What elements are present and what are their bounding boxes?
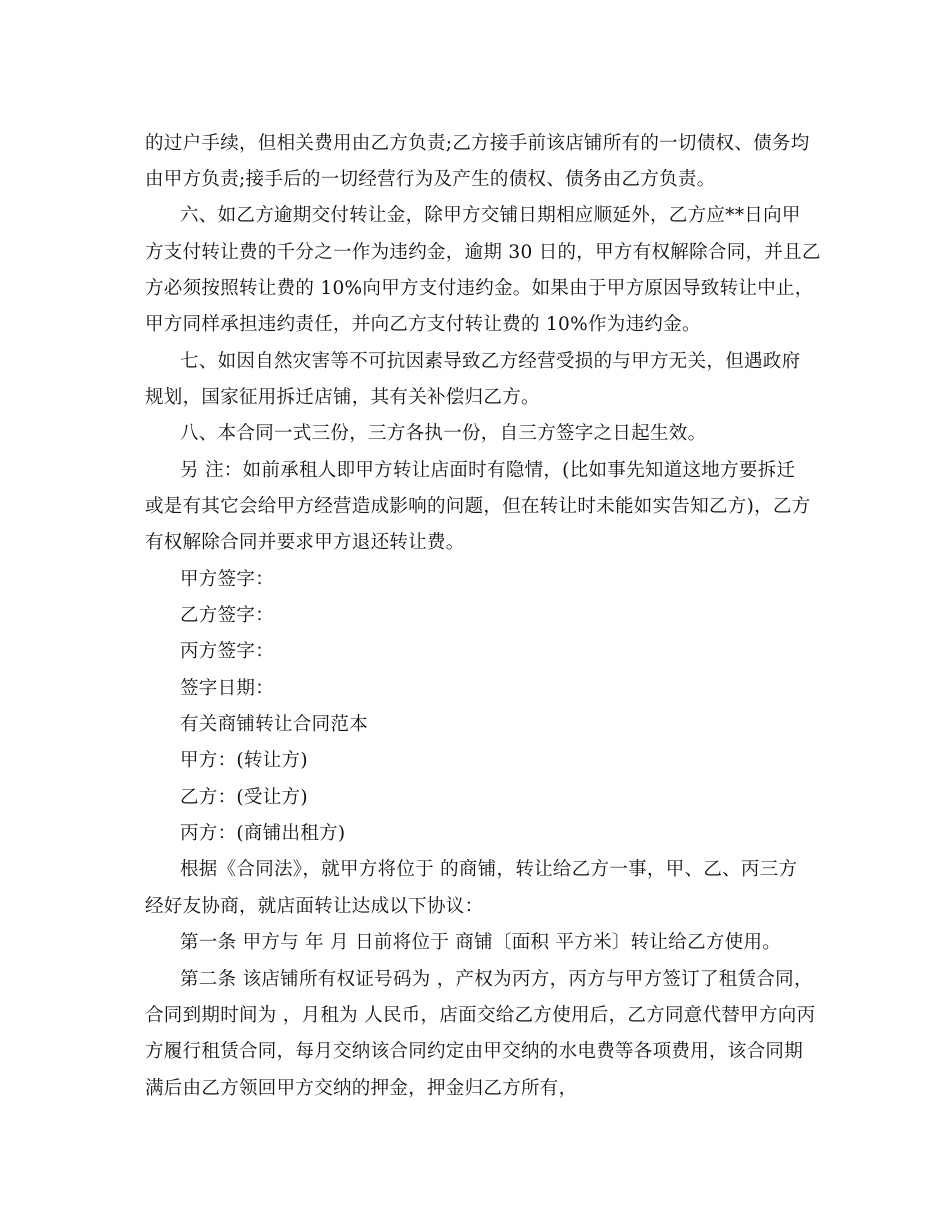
text-line: 八、本合同一式三份，三方各执一份，自三方签字之日起生效。: [180, 423, 707, 444]
text-line: 第二条 该店铺所有权证号码为 ，产权为丙方，丙方与甲方签订了租赁合同，: [180, 969, 813, 990]
text-line: 的过户手续，但相关费用由乙方负责;乙方接手前该店铺所有的一切债权、债务均: [145, 133, 810, 154]
text-line: 方必须按照转让费的 10%向甲方支付违约金。如果由于甲方原因导致转让中止，: [145, 278, 814, 299]
text-line: 合同到期时间为 ，月租为 人民币，店面交给乙方使用后，乙方同意代替甲方向丙: [145, 1005, 816, 1026]
text-line: 甲方同样承担违约责任，并向乙方支付转让费的 10%作为违约金。: [145, 314, 701, 335]
text-line: 有权解除合同并要求甲方退还转让费。: [145, 532, 465, 553]
text-line: 七、如因自然灾害等不可抗因素导致乙方经营受损的与甲方无关，但遇政府: [180, 351, 801, 372]
text-line: 方支付转让费的千分之一作为违约金，逾期 30 日的，甲方有权解除合同，并且乙: [145, 242, 821, 263]
text-line: 满后由乙方领回甲方交纳的押金，押金归乙方所有，: [145, 1078, 578, 1099]
text-line: 第一条 甲方与 年 月 日前将位于 商铺〔面积 平方米〕转让给乙方使用。: [180, 932, 782, 953]
text-line: 另 注：如前承租人即甲方转让店面时有隐情，(比如事先知道这地方要拆迁: [180, 460, 796, 481]
text-line: 甲方：(转让方): [180, 750, 308, 771]
text-line: 经好友协商，就店面转让达成以下协议：: [145, 896, 484, 917]
text-line: 丙方签字：: [180, 641, 275, 662]
text-line: 根据《合同法》，就甲方将位于 的商铺，转让给乙方一事，甲、乙、丙三方: [180, 859, 798, 880]
text-line: 甲方签字：: [180, 569, 275, 590]
text-line: 规划，国家征用拆迁店铺，其有关补偿归乙方。: [145, 387, 540, 408]
text-line: 方履行租赁合同，每月交纳该合同约定由甲交纳的水电费等各项费用，该合同期: [145, 1041, 804, 1062]
text-line: 或是有其它会给甲方经营造成影响的问题，但在转让时未能如实告知乙方)，乙方: [145, 496, 811, 517]
text-line: 签字日期：: [180, 678, 275, 699]
text-line: 乙方：(受让方): [180, 787, 308, 808]
text-line: 乙方签字：: [180, 605, 275, 626]
text-line: 六、如乙方逾期交付转让金，除甲方交铺日期相应顺延外，乙方应**日向甲: [180, 205, 801, 226]
text-line: 丙方：(商铺出租方): [180, 823, 346, 844]
text-line: 有关商铺转让合同范本: [180, 714, 369, 735]
text-line: 由甲方负责;接手后的一切经营行为及产生的债权、债务由乙方负责。: [145, 169, 716, 190]
